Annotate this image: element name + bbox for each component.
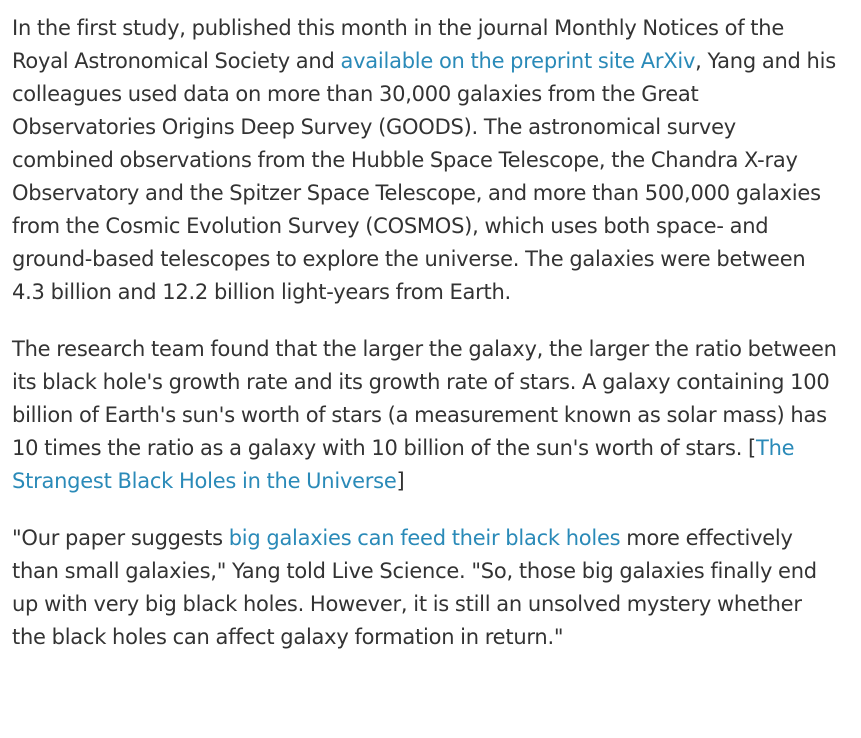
- paragraph-yang-quote: [12, 522, 839, 654]
- paragraph-first-study: [12, 12, 839, 309]
- big-galaxies-link[interactable]: big galaxies can feed their black holes: [228, 526, 621, 550]
- paragraph-text: "Our paper suggests: [12, 526, 229, 550]
- paragraph-text: The research team found that the larger the galaxy, the larger the ratio between its black hole's growth rate and its growth rate of stars. A galaxy containing 100 billion of Earth's sun's worth of stars (a measurement known as solar mass) has 10 times the ratio as a galaxy with 10 billion of the sun's worth of stars. [: [12, 337, 837, 460]
- paragraph-text: ]: [396, 469, 405, 493]
- paragraph-text: , Yang and his colleagues used data on more than 30,000 galaxies from the Great Observatories Origins Deep Survey (GOODS). The astronomical survey combined observations from the Hubble Space Telescope, the Chandra X-ray Observatory and the Spitzer Space Telescope, and more than 500,000 galaxies from the Cosmic Evolution Survey (COSMOS), which uses both space- and ground-based telescopes to explore the universe. The galaxies were between 4.3 billion and 12.2 billion light-years from Earth.: [12, 49, 836, 304]
- arxiv-preprint-link[interactable]: available on the preprint site ArXiv: [340, 49, 696, 73]
- paragraph-text: more effectively than small galaxies," Yang told Live Science. "So, those big galaxies finally end up with very big black holes. However, it is still an unsolved mystery whether the black holes can affect galaxy formation in return.": [12, 526, 817, 649]
- paragraph-research-findings: [12, 333, 839, 498]
- strangest-black-holes-link[interactable]: The Strangest Black Holes in the Universe: [12, 436, 795, 493]
- paragraph-text: In the first study, published this month in the journal Monthly Notices of the Royal Astronomical Society and: [12, 16, 785, 73]
